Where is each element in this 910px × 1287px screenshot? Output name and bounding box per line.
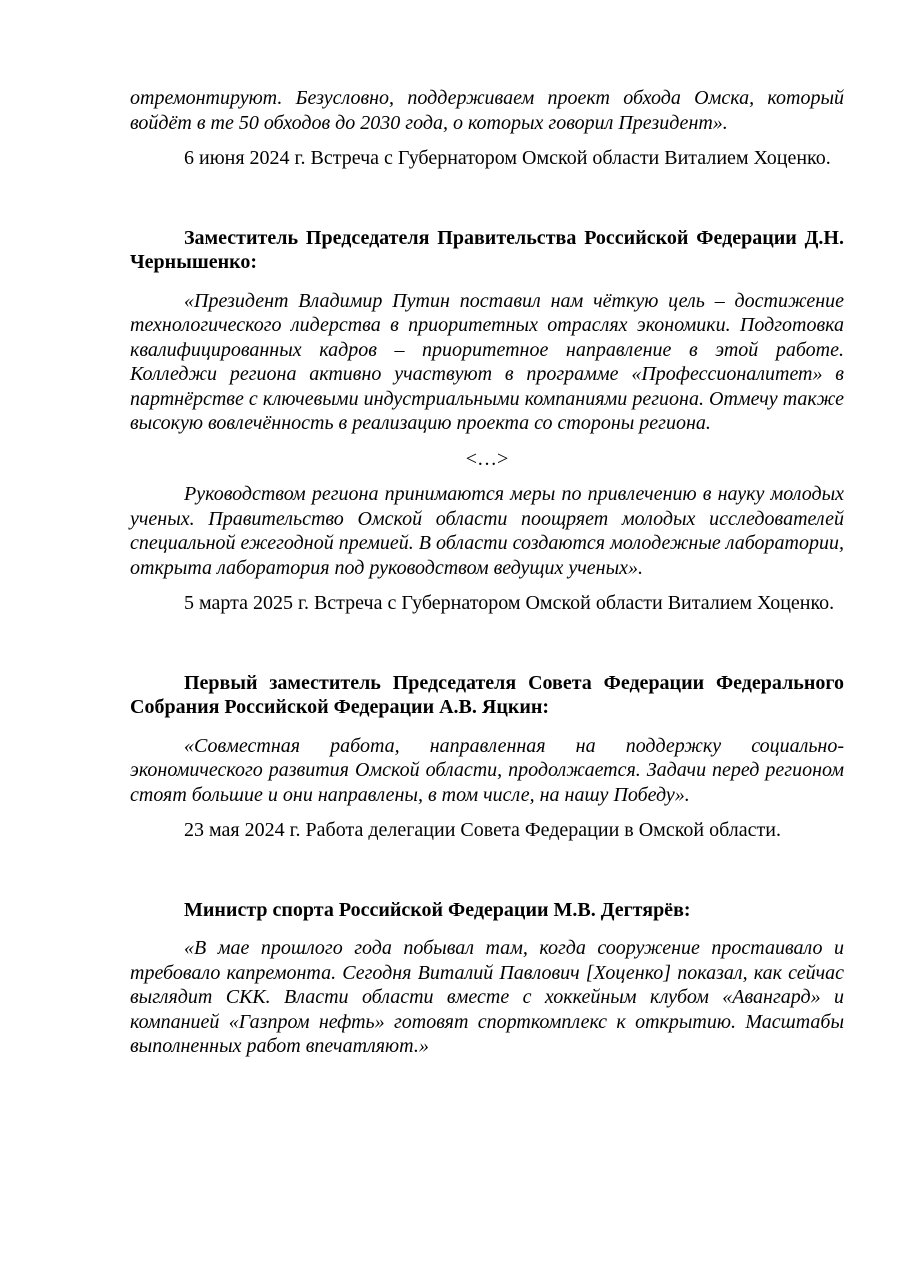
event-date-line: 6 июня 2024 г. Встреча с Губернатором Омской области Виталием Хоценко. xyxy=(184,147,831,169)
quote-paragraph: «Совместная работа, направленная на поддержку социально-экономического развития Омской области, продолжается. Задачи перед регионом стоят большие и они направлены, в том числе, на нашу Победу». xyxy=(130,734,844,806)
event-date-line: 23 мая 2024 г. Работа делегации Совета Федерации в Омской области. xyxy=(184,819,781,841)
event-date-line: 5 марта 2025 г. Встреча с Губернатором Омской области Виталием Хоценко. xyxy=(184,592,835,614)
quote-paragraph: «В мае прошлого года побывал там, когда сооружение простаивало и требовало капремонта. Сегодня Виталий Павлович [Хоценко] показал, как сейчас выглядит СКК. Власти области вместе с хоккейным клубом «Авангард» и компанией «Газпром нефть» готовят спорткомплекс к открытию. Масштабы выполненных работ впечатляют.» xyxy=(130,937,844,1057)
document-page xyxy=(130,86,844,1059)
speaker-heading: Первый заместитель Председателя Совета Федерации Федерального Собрания Российской Федерации А.В. Яцкин: xyxy=(130,671,844,718)
ellipsis-marker: <…> xyxy=(465,447,509,470)
speaker-heading: Заместитель Председателя Правительства Российской Федерации Д.Н. Чернышенко: xyxy=(130,226,844,273)
quote-paragraph: «Президент Владимир Путин поставил нам чёткую цель – достижение технологического лидерства в приоритетных отраслях экономики. Подготовка квалифицированных кадров – приоритетное направление в этой работе. Колледжи региона активно участвуют в программе «Профессионалитет» в партнёрстве с ключевыми индустриальными компаниями региона. Отмечу также высокую вовлечённость в реализацию проекта со стороны региона. xyxy=(130,289,844,434)
quote-continuation: отремонтируют. Безусловно, поддерживаем проект обхода Омска, который войдёт в те 50 обходов до 2030 года, о которых говорил Президент». xyxy=(130,87,844,134)
speaker-heading: Министр спорта Российской Федерации М.В. Дегтярёв: xyxy=(184,898,691,921)
quote-paragraph: Руководством региона принимаются меры по привлечению в науку молодых ученых. Правительство Омской области поощряет молодых исследователей специальной ежегодной премией. В области создаются молодежные лаборатории, открыта лаборатория под руководством ведущих ученых». xyxy=(130,483,844,579)
